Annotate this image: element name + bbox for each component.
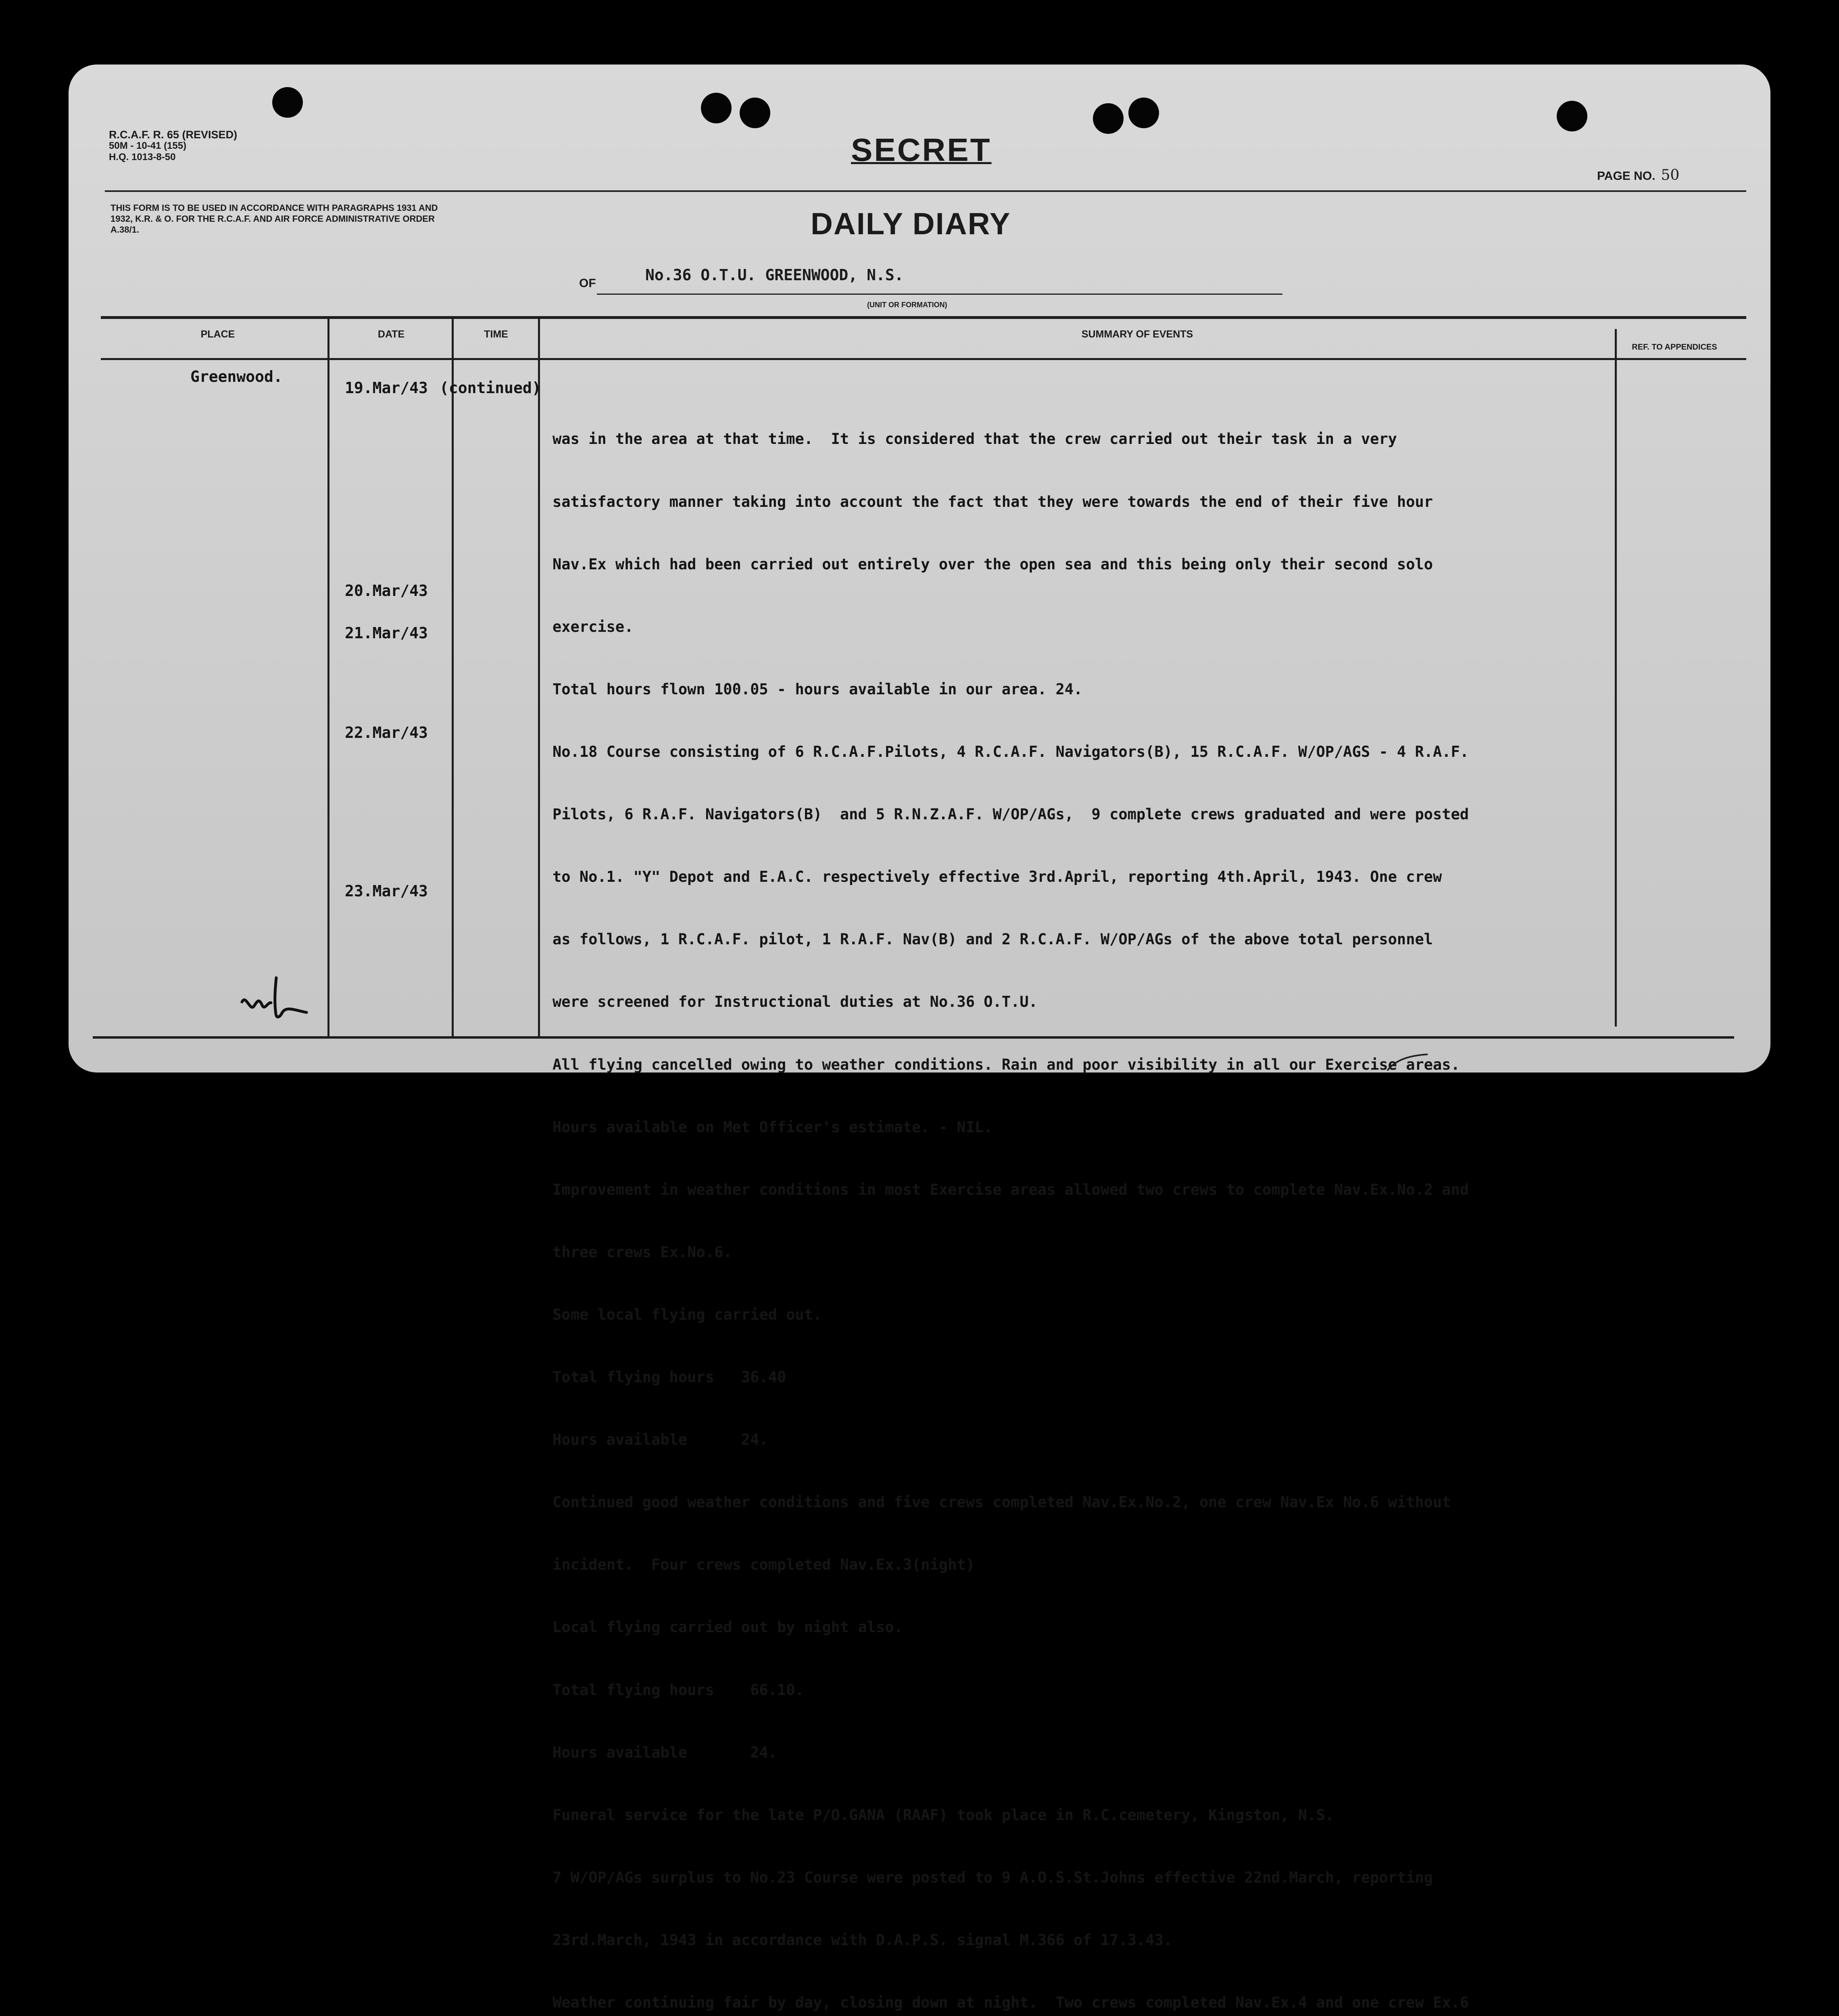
column-header-time: TIME <box>484 329 508 340</box>
summary-line: was in the area at that time. It is considered that the crew carried out their task in a very <box>553 430 1397 448</box>
date-cell: 20.Mar/43 <box>345 582 428 600</box>
punch-hole <box>740 98 770 128</box>
punch-hole <box>1128 98 1159 128</box>
page-number <box>1597 167 1679 183</box>
summary-line: No.18 Course consisting of 6 R.C.A.F.Pilots, 4 R.C.A.F. Navigators(B), 15 R.C.A.F. W/OP/AGS - 4 R.A.F. <box>553 743 1469 760</box>
summary-line: 23rd.March, 1943 in accordance with D.A.P.S. signal M.366 of 17.3.43. <box>553 1931 1173 1949</box>
summary-line: satisfactory manner taking into account the fact that they were towards the end of their five hour <box>553 493 1433 510</box>
form-code-line: R.C.A.F. R. 65 (REVISED) <box>109 129 238 141</box>
column-divider <box>538 317 540 1039</box>
summary-line: Weather continuing fair by day, closing down at night. Two crews completed Nav.Ex.4 and one crew Ex.6 <box>553 1994 1469 2012</box>
punch-hole <box>701 93 732 123</box>
punch-hole <box>1557 101 1587 131</box>
punch-hole <box>1093 103 1124 134</box>
unit-name: No.36 O.T.U. GREENWOOD, N.S. <box>645 266 904 284</box>
unit-caption: (UNIT OR FORMATION) <box>867 301 947 309</box>
summary-line: Total flying hours 66.10. <box>553 1681 804 1699</box>
diary-sheet <box>69 65 1770 2012</box>
summary-line: Total flying hours 36.40 <box>553 1368 786 1386</box>
column-header-ref: REF. TO APPENDICES <box>1632 343 1717 352</box>
summary-line: Improvement in weather conditions in most Exercise areas allowed two crews to complete Nav.Ex.No.2 and <box>553 1181 1469 1198</box>
summary-line: Nav.Ex which had been carried out entirely over the open sea and this being only their second solo <box>553 555 1433 573</box>
summary-line: Funeral service for the late P/O.GANA (RAAF) took place in R.C.cemetery, Kingston, N.S. <box>553 1806 1334 1824</box>
summary-line: Hours available 24. <box>553 1743 777 1761</box>
column-divider <box>327 317 329 1039</box>
summary-line: Total hours flown 100.05 - hours available in our area. 24. <box>553 680 1083 698</box>
margin-pen-stroke <box>1383 1048 1432 1073</box>
page-number-value: 50 <box>1661 167 1680 183</box>
summary-line: Local flying carried out by night also. <box>553 1618 903 1636</box>
summary-line: to No.1. "Y" Depot and E.A.C. respectively effective 3rd.April, reporting 4th.April, 1943. One crew <box>553 868 1442 886</box>
date-cell: 19.Mar/43 <box>345 379 428 397</box>
form-instructions: THIS FORM IS TO BE USED IN ACCORDANCE WITH PARAGRAPHS 1931 AND 1932, K.R. & O. FOR THE R.C.A.F. AND AIR FORCE ADMINISTRATIVE ORDER A.38/1. <box>111 203 438 235</box>
summary-line: All flying cancelled owing to weather conditions. Rain and poor visibility in all our Exercise areas. <box>553 1056 1460 1073</box>
bleed-through-text <box>553 198 561 214</box>
column-header-summary: SUMMARY OF EVENTS <box>1081 329 1193 340</box>
summary-line: Hours available 24. <box>553 1431 768 1449</box>
summary-line: Continued good weather conditions and five crews completed Nav.Ex.No.2, one crew Nav.Ex No.6 without <box>553 1493 1451 1511</box>
page-title: DAILY DIARY <box>811 207 1011 241</box>
column-divider <box>452 317 454 1039</box>
summary-line: Some local flying carried out. <box>553 1306 822 1323</box>
form-code-line: 50M - 10-41 (155) <box>109 140 187 151</box>
date-cell: 22.Mar/43 <box>345 724 428 741</box>
summary-of-events <box>553 387 1690 2016</box>
place-cell: Greenwood. <box>190 368 283 385</box>
punch-hole <box>272 87 303 118</box>
summary-line: Hours available on Met Officer's estimate. - NIL. <box>553 1118 993 1136</box>
header-rule <box>105 190 1746 192</box>
table-header-rule <box>101 358 1746 360</box>
summary-line: were screened for Instructional duties at No.36 O.T.U. <box>553 993 1038 1011</box>
date-cell: 21.Mar/43 <box>345 624 428 642</box>
column-header-date: DATE <box>377 329 405 340</box>
form-code <box>109 129 237 163</box>
table-top-rule <box>101 316 1746 319</box>
summary-line: exercise. <box>553 618 634 635</box>
summary-line: as follows, 1 R.C.A.F. pilot, 1 R.A.F. Nav(B) and 2 R.C.A.F. W/OP/AGs of the above total personnel <box>553 931 1433 948</box>
summary-line: 7 W/OP/AGs surplus to No.23 Course were posted to 9 A.O.S.St.Johns effective 22nd.March, reporting <box>553 1868 1433 1886</box>
unit-of-label: OF <box>579 277 596 290</box>
page-number-label: PAGE NO. <box>1597 169 1656 183</box>
summary-line: three crews Ex.No.6. <box>553 1243 732 1261</box>
time-cell: (continued) <box>440 379 541 397</box>
handwritten-initials <box>238 974 319 1022</box>
summary-line: incident. Four crews completed Nav.Ex.3(night) <box>553 1556 975 1574</box>
date-cell: 23.Mar/43 <box>345 882 428 900</box>
form-code-line: H.Q. 1013-8-50 <box>109 152 176 162</box>
column-header-place: PLACE <box>200 329 235 340</box>
unit-underline <box>597 294 1282 295</box>
summary-line: Pilots, 6 R.A.F. Navigators(B) and 5 R.N.Z.A.F. W/OP/AGs, 9 complete crews graduated and were posted <box>553 806 1469 823</box>
security-classification: SECRET <box>851 132 992 168</box>
